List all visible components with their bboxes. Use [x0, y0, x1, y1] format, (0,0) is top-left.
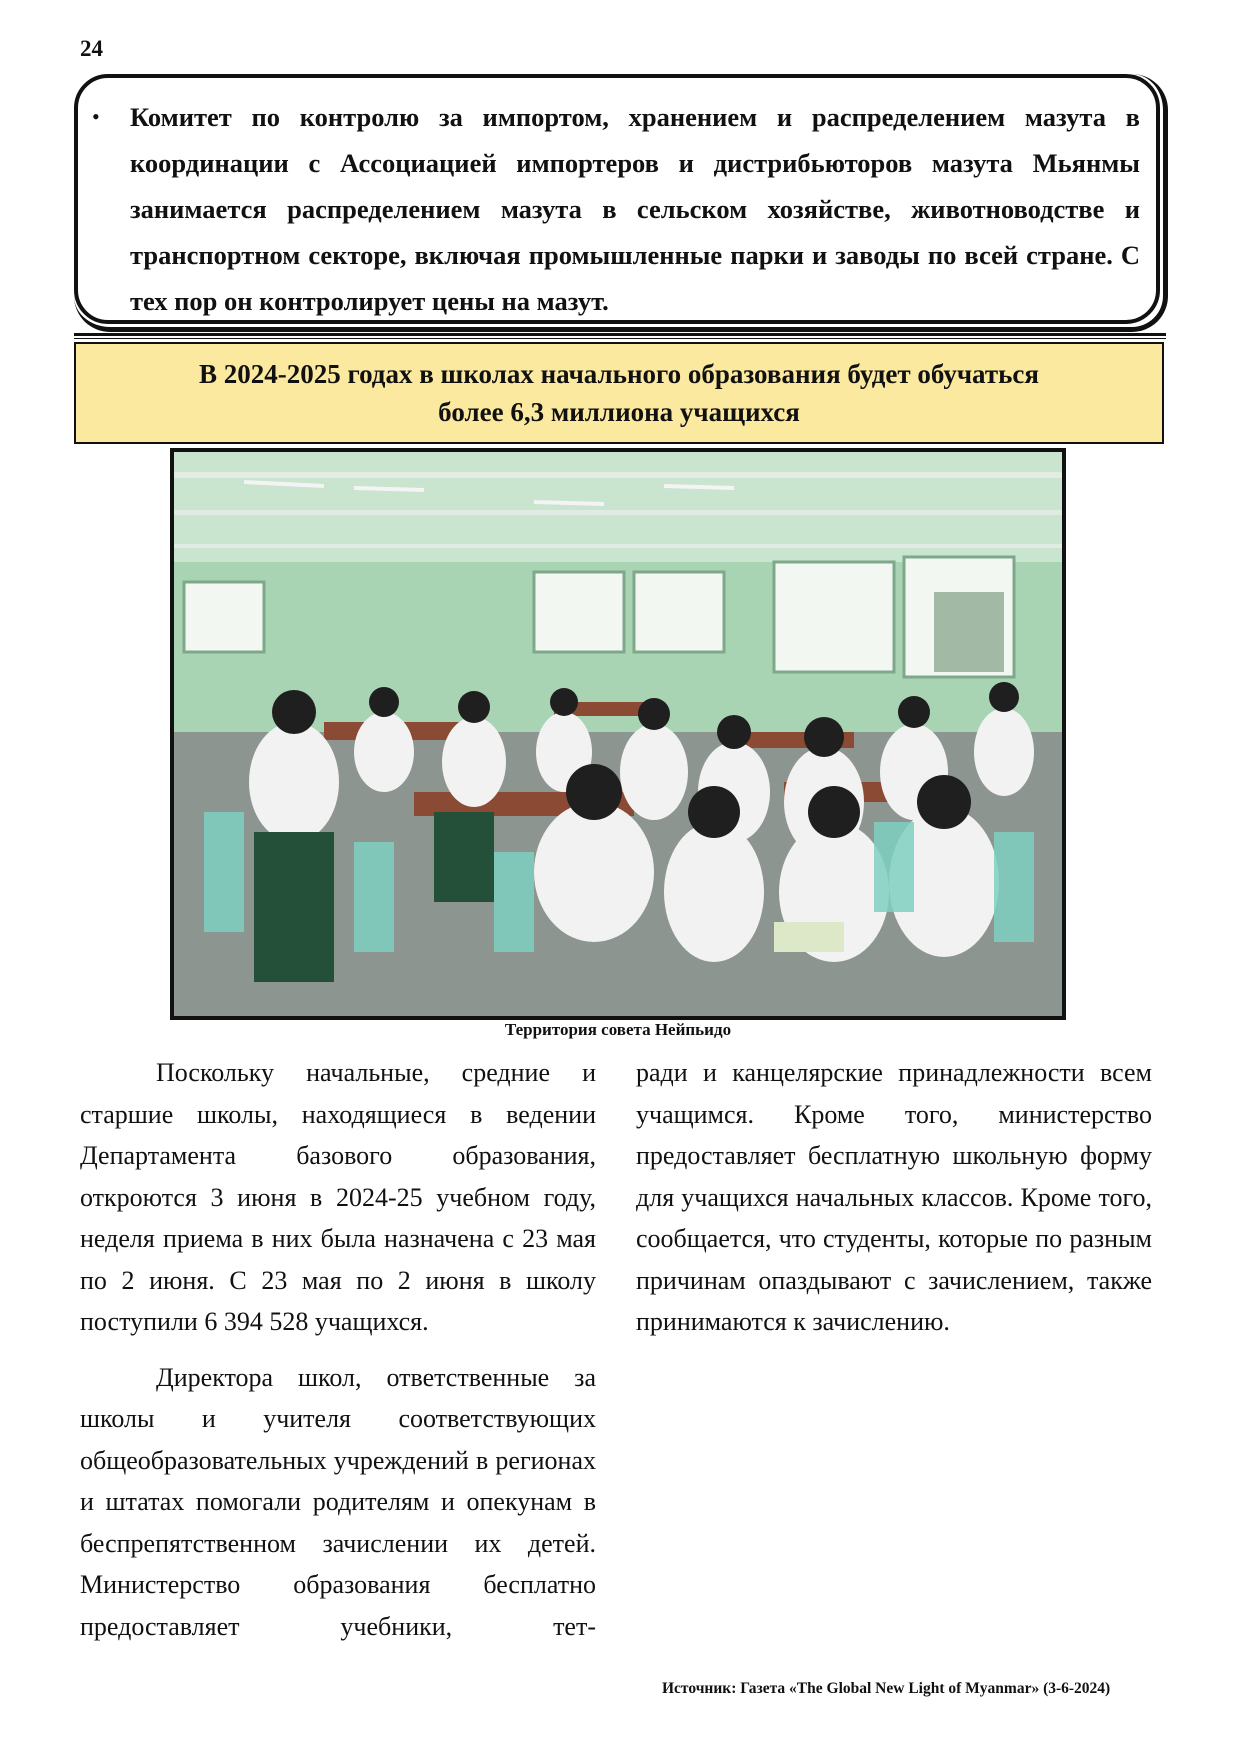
article-column-right [636, 1052, 1152, 1357]
bullet-icon: • [92, 104, 100, 129]
article-paragraph: ради и канцелярские принадлежности всем учащимся. Кроме того, министерство предоставляет бесплатную школьную форму для учащихся начальных классов. Кроме того, сообщается, что студенты, которые по разным причинам опаздывают с зачислением, также принимаются к зачислению. [636, 1058, 1152, 1336]
article-headline [74, 342, 1164, 444]
divider-thin [74, 338, 1166, 339]
article-column-left [80, 1052, 596, 1661]
classroom-photo-illustration [174, 452, 1062, 1016]
article-paragraph: Директора школ, ответственные за школы и учителя соответствующих общеобразовательных учреждений в регионах и штатах помогали родителям и опекунам в беспрепятственном зачислении их детей. Министерство образования бесплатно предоставляет учебники, тет- [80, 1362, 596, 1641]
photo-caption: Территория совета Нейпьидо [504, 1020, 732, 1039]
headline-line-2: более 6,3 миллиона учащихся [438, 397, 800, 427]
page-number: 24 [80, 36, 103, 61]
article-paragraph: Поскольку начальные, средние и старшие школы, находящиеся в ведении Департамента базового образования, откроются 3 июня в 2024-25 учебном году, неделя приема в них была назначена с 23 мая по 2 июня. С 23 мая по 2 июня в школу поступили 6 394 528 учащихся. [80, 1058, 596, 1336]
source-note: Источник: Газета «The Global New Light of Myanmar» (3-6-2024) [662, 1680, 1111, 1697]
info-box-text: Комитет по контролю за импортом, хранением и распределением мазута в координации с Ассоциацией импортеров и дистрибьюторов мазута Мьянмы занимается распределением мазута в сельском хозяйстве, животноводстве и транспортном секторе, включая промышленные парки и заводы по всей стране. С тех пор он контролирует цены на мазут. [130, 102, 1140, 316]
headline-line-1: В 2024-2025 годах в школах начального образования будет обучаться [199, 359, 1039, 389]
divider-thick [74, 333, 1166, 336]
article-photo [170, 448, 1066, 1020]
